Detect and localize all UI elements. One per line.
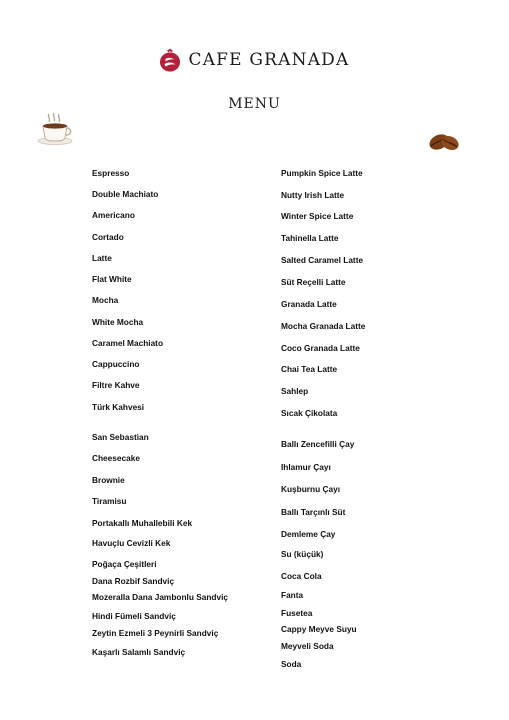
menu-item: Double Machiato bbox=[92, 189, 159, 199]
menu-item: Ihlamur Çayı bbox=[281, 462, 331, 472]
menu-item: Ballı Tarçınlı Süt bbox=[281, 507, 346, 517]
menu-title: MENU bbox=[228, 96, 281, 112]
menu-item: Coca Cola bbox=[281, 571, 322, 581]
menu-item: Coco Granada Latte bbox=[281, 343, 360, 353]
menu-item: Cheesecake bbox=[92, 453, 140, 463]
coffee-cup-icon bbox=[36, 112, 74, 146]
menu-item: White Mocha bbox=[92, 317, 144, 327]
menu-item: Ballı Zencefilli Çay bbox=[281, 439, 355, 449]
menu-item: Granada Latte bbox=[281, 299, 337, 309]
menu-item: Latte bbox=[92, 253, 112, 263]
menu-item: Sıcak Çikolata bbox=[281, 408, 338, 418]
menu-item: Caramel Machiato bbox=[92, 338, 164, 348]
brand-name: CAFE GRANADA bbox=[188, 50, 350, 70]
menu-item: San Sebastian bbox=[92, 432, 149, 442]
menu-item: Nutty Irish Latte bbox=[281, 190, 345, 200]
menu-item: Havuçlu Cevizli Kek bbox=[92, 538, 171, 548]
menu-item: Pumpkin Spice Latte bbox=[281, 168, 363, 178]
menu-item: Salted Caramel Latte bbox=[281, 255, 364, 265]
menu-item: Espresso bbox=[92, 168, 130, 178]
menu-item: Poğaça Çeşitleri bbox=[92, 559, 157, 569]
menu-item: Su (küçük) bbox=[281, 549, 324, 559]
menu-item: Sahlep bbox=[281, 386, 309, 396]
menu-item: Filtre Kahve bbox=[92, 380, 140, 390]
menu-item: Dana Rozbif Sandviç bbox=[92, 576, 175, 586]
menu-item: Cappuccino bbox=[92, 359, 140, 369]
menu-item: Soda bbox=[281, 659, 302, 669]
menu-item: Flat White bbox=[92, 274, 132, 284]
menu-item: Kuşburnu Çayı bbox=[281, 484, 341, 494]
pomegranate-logo-icon bbox=[159, 48, 181, 72]
menu-item: Brownie bbox=[92, 475, 125, 485]
coffee-beans-icon bbox=[428, 128, 460, 154]
menu-item: Hindi Fümeli Sandviç bbox=[92, 611, 176, 621]
menu-item: Chai Tea Latte bbox=[281, 364, 338, 374]
menu-item: Zeytin Ezmeli 3 Peynirli Sandviç bbox=[92, 628, 219, 638]
menu-item: Cortado bbox=[92, 232, 124, 242]
menu-item: Cappy Meyve Suyu bbox=[281, 624, 357, 634]
menu-item: Türk Kahvesi bbox=[92, 402, 145, 412]
menu-item: Mocha bbox=[92, 295, 119, 305]
brand-header bbox=[0, 48, 509, 72]
menu-item: Kaşarlı Salamlı Sandviç bbox=[92, 647, 186, 657]
menu-item: Mocha Granada Latte bbox=[281, 321, 366, 331]
menu-item: Meyveli Soda bbox=[281, 641, 334, 651]
menu-item: Tahinella Latte bbox=[281, 233, 339, 243]
menu-item: Süt Reçelli Latte bbox=[281, 277, 346, 287]
menu-item: Tiramisu bbox=[92, 496, 127, 506]
menu-item: Fusetea bbox=[281, 608, 313, 618]
menu-item: Fanta bbox=[281, 590, 304, 600]
menu-item: Demleme Çay bbox=[281, 529, 336, 539]
menu-item: Winter Spice Latte bbox=[281, 211, 354, 221]
menu-item: Americano bbox=[92, 210, 135, 220]
menu-item: Portakallı Muhallebili Kek bbox=[92, 518, 193, 528]
menu-item: Mozeralla Dana Jambonlu Sandviç bbox=[92, 592, 229, 602]
